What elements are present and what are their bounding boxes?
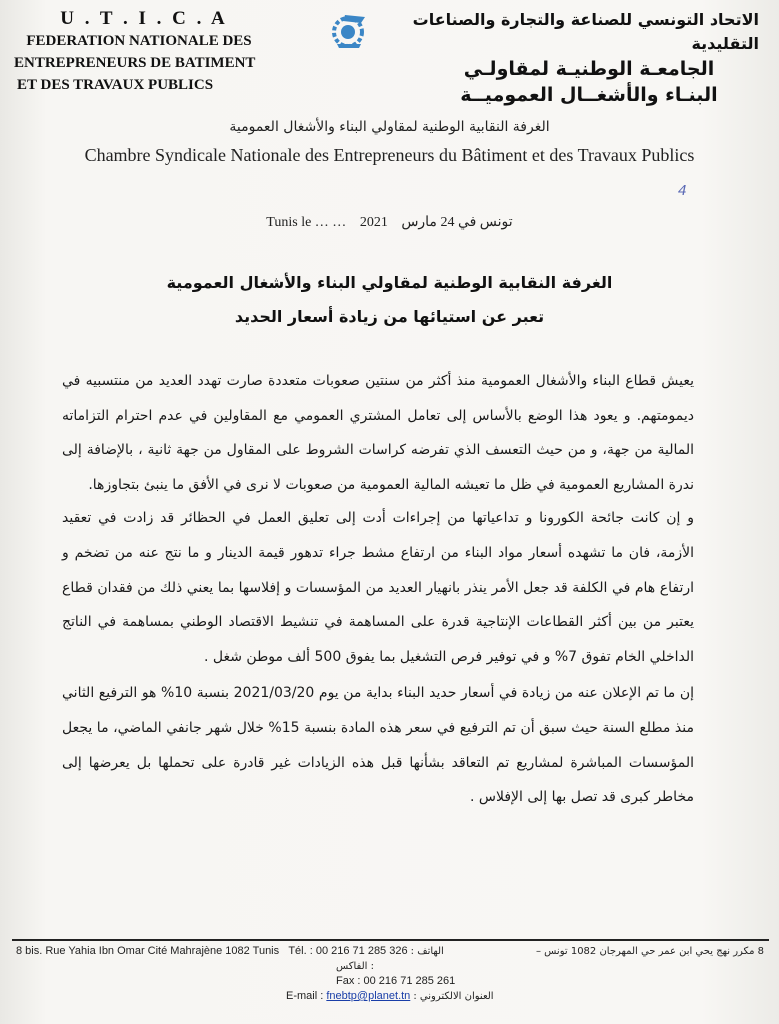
date-fr: Tunis le … … — [266, 215, 347, 230]
title-line-2: تعبر عن استيائها من زيادة أسعار الحديد — [234, 307, 545, 326]
federation-line-2: ENTREPRENEURS DE BATIMENT — [14, 55, 256, 71]
chamber-name-ar: الغرفة النقابية الوطنية لمقاولي البناء والأشغال العمومية — [229, 119, 550, 135]
tel-label: Tél. : — [288, 945, 313, 957]
title-line-1: الغرفة النقابية الوطنية لمقاولي البناء والأشغال العمومية — [166, 273, 613, 292]
date-line — [0, 214, 779, 231]
federation-name-ar-1: الجامعـة الوطنيـة لمقاولـي — [463, 58, 715, 80]
tel-value: 00 216 71 285 326 — [315, 945, 408, 957]
utica-logo-icon — [331, 11, 369, 51]
footer-address-fr — [16, 944, 444, 959]
french-letterhead — [14, 8, 264, 96]
chamber-name-fr: Chambre Syndicale Nationale des Entrepreneurs du Bâtiment et des Travaux Publics — [84, 145, 695, 165]
address-fr: 8 bis. Rue Yahia Ibn Omar Cité Mahrajène 1082 Tunis — [16, 945, 280, 957]
paragraph-1: يعيش قطاع البناء والأشغال العمومية منذ أكثر من سنتين صعوبات متعددة صارت تهدد العديد من منتسبيه في ديمومتهم. و يعود هذا الوضع بالأساس إلى تعامل المشتري العمومي مع المقاولين في عدم احترام التزاماته المالية من جهة، و من حيث التعسف الذي تفرضه كراسات الشروط على المقاول من جهة ثانية ، بالإضافة إلى ندرة المشاريع العمومية في ظل ما تعيشه المالية العمومية من صعوبات لا نرى في الأفق ما ينبئ بتجاوزها. — [62, 373, 694, 493]
statement-title — [0, 266, 779, 334]
paragraph-3: إن ما تم الإعلان عنه من زيادة في أسعار حديد البناء بداية من يوم 2021/03/20 بنسبة 10% هو الترفيع الثاني منذ مطلع السنة حيث سبق أن تم الترفيع في سعر هذه المادة بنسبة 15% خلال شهر جانفي الماضي، ما يجعل المؤسسات المباشرة لمشاريع تم التعاقد بشأنها قبل هذه الزيادات غير قادرة على تحملها بل يعرضها إلى مخاطر كبرى قد تصل بها إلى الإفلاس . — [62, 685, 694, 806]
date-year: 2021 — [359, 215, 388, 230]
union-name-ar: الاتحاد التونسي للصناعة والتجارة والصناعات التقليدية — [412, 10, 759, 53]
federation-line-1: FEDERATION NATIONALE DES — [26, 33, 252, 49]
email-link[interactable]: fnebtp@planet.tn — [326, 990, 411, 1002]
email-line — [286, 989, 494, 1004]
email-label-ar: : العنوان الالكتروني — [413, 991, 494, 1002]
footer-address-ar: 8 مكرر نهج يحي ابن عمر حي المهرجان 1082 تونس – — [535, 946, 764, 957]
footer-divider — [12, 939, 769, 941]
date-ar: تونس في 24 مارس — [401, 215, 513, 230]
fax-label-ar: : الفاكس — [336, 961, 374, 972]
statement-body — [62, 364, 694, 815]
footer — [16, 944, 764, 1004]
email-label: E-mail : — [286, 990, 324, 1002]
paragraph-2: و إن كانت جائحة الكورونا و تداعياتها من إجراءات أدت إلى تعليق العمل في الحظائر قد زادت في تعقيد الأزمة، فان ما تشهده أسعار مواد البناء من ارتفاع مشط جراء تدهور قيمة الدينار و ما نتج عنه من تضخم و ارتفاع هام في الكلفة قد جعل الأمر ينذر بانهيار العديد من المؤسسات و إفلاسها بما يعني ذلك من فقدان قطاع يعتبر من بين أكثر القطاعات الإنتاجية قدرة على المساهمة في تنشيط الاقتصاد الوطني بمساهمة في الناتج الداخلي الخام تفوق 7% و في توفير فرص التشغيل بما يفوق 500 ألف موطن شغل . — [62, 510, 694, 665]
federation-name-ar-2: البنـاء والأشغــال العموميــة — [460, 84, 718, 106]
fax-number: Fax : 00 216 71 285 261 — [336, 975, 456, 987]
utica-acronym: U . T . I . C . A — [60, 8, 228, 29]
tel-label-ar: : الهاتف — [410, 946, 444, 957]
arabic-letterhead — [389, 8, 759, 108]
handwritten-page-number: 4 — [678, 182, 687, 199]
federation-line-3: ET DES TRAVAUX PUBLICS — [17, 77, 214, 93]
